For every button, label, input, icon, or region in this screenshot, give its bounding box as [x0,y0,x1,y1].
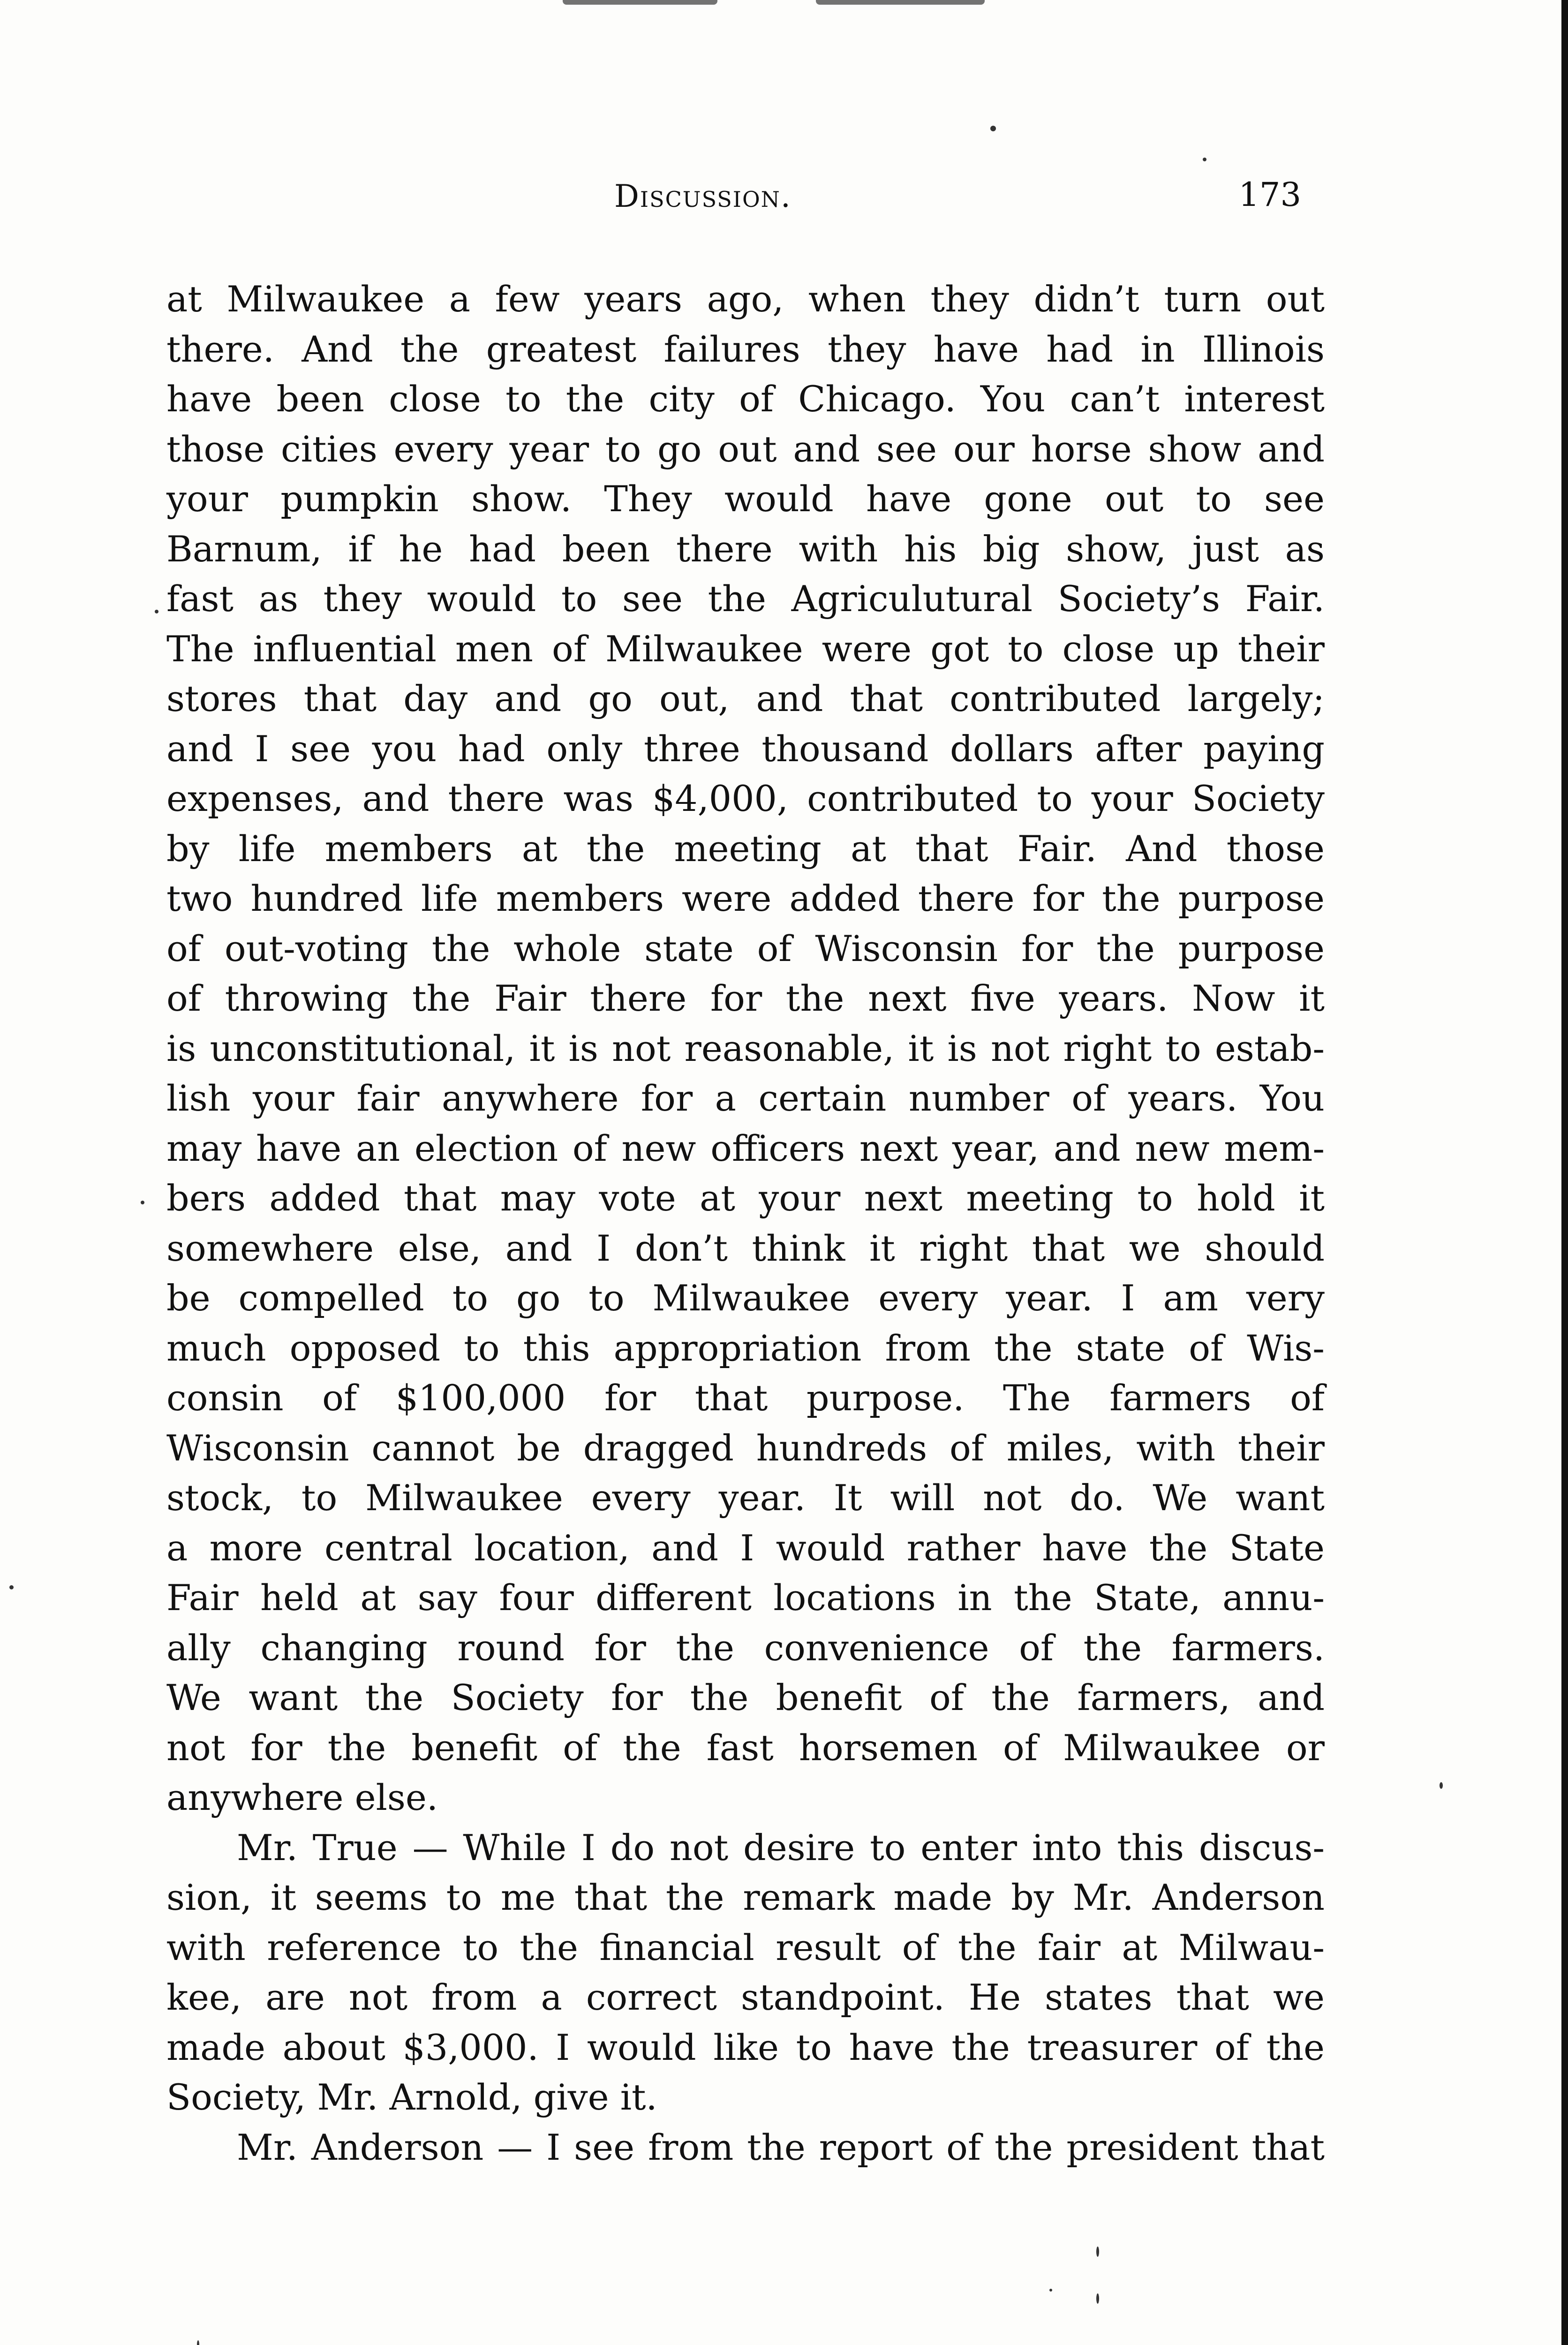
text-line: lish your fair anywhere for a certain number of years. You [166,1077,1325,1119]
text-line: Mr. True — While I do not desire to enter into this discus- [237,1826,1325,1868]
text-line: Society, Mr. Arnold, give it. [166,2076,657,2118]
scan-smudge [816,0,985,5]
scan-speck [1049,2289,1052,2292]
text-line: Fair held at say four different locations in the State, annu- [166,1577,1325,1619]
scan-speck [990,126,996,131]
page-header [185,175,1301,230]
scan-speck [155,610,158,613]
running-head: Discussion. [614,178,792,214]
text-line: The influential men of Milwaukee were got to close up their [166,628,1325,670]
text-line: your pumpkin show. They would have gone out to see [166,478,1325,520]
text-line: Mr. Anderson — I see from the report of the president that [237,2126,1325,2168]
text-line: ally changing round for the convenience of the farmers. [166,1626,1325,1669]
page-number: 173 [1238,175,1301,214]
scan-speck [1096,2293,1099,2304]
text-line: is unconstitutional, it is not reasonable, it is not right to estab- [166,1027,1325,1069]
text-line: consin of $100,000 for that purpose. The farmers of [166,1377,1325,1419]
scan-speck [197,2340,199,2345]
text-line: stock, to Milwaukee every year. It will not do. We want [166,1477,1325,1519]
text-line: there. And the greatest failures they have had in Illinois [166,328,1325,370]
text-line: expenses, and there was $4,000, contributed to your Society [166,778,1325,819]
text-line: with reference to the financial result of the fair at Milwau- [166,1926,1325,1968]
text-line: kee, are not from a correct standpoint. He states that we [166,1976,1325,2018]
text-line: stores that day and go out, and that contributed largely; [166,678,1325,719]
scan-speck [141,1201,144,1204]
scan-speck [1203,158,1206,161]
text-line: much opposed to this appropriation from the state of Wis- [166,1327,1325,1369]
body-text [166,274,1325,2172]
text-line: of out-voting the whole state of Wisconsin for the purpose [166,927,1325,969]
text-line: not for the benefit of the fast horsemen of Milwaukee or [166,1726,1325,1769]
text-line: bers added that may vote at your next meeting to hold it [166,1177,1325,1219]
text-line: made about $3,000. I would like to have the treasurer of the [166,2026,1325,2068]
text-line: somewhere else, and I don’t think it right that we should [166,1227,1325,1269]
scan-speck [1440,1782,1443,1789]
text-line: of throwing the Fair there for the next five years. Now it [166,977,1325,1019]
text-line: may have an election of new officers next year, and new mem- [166,1127,1325,1169]
text-line: Wisconsin cannot be dragged hundreds of miles, with their [166,1427,1325,1469]
text-line: have been close to the city of Chicago. You can’t interest [166,378,1325,420]
scan-speck [9,1585,14,1589]
text-line: at Milwaukee a few years ago, when they didn’t turn out [166,278,1325,320]
text-line: anywhere else. [166,1777,438,1818]
text-line: a more central location, and I would rather have the State [166,1527,1325,1569]
text-line: Barnum, if he had been there with his big show, just as [166,528,1325,570]
text-line: be compelled to go to Milwaukee every year. I am very [166,1277,1325,1319]
scan-smudge [563,0,717,5]
page-edge-shadow [1561,0,1568,2345]
scan-speck [1096,2247,1099,2257]
text-line: We want the Society for the benefit of the farmers, and [166,1677,1325,1718]
text-line: and I see you had only three thousand dollars after paying [166,727,1325,770]
text-line: fast as they would to see the Agriculutural Society’s Fair. [166,578,1325,620]
text-line: by life members at the meeting at that Fair. And those [166,827,1325,870]
text-line: those cities every year to go out and see our horse show and [166,428,1325,470]
text-line: two hundred life members were added there for the purpose [166,877,1325,919]
text-line: sion, it seems to me that the remark made by Mr. Anderson [166,1876,1325,1918]
